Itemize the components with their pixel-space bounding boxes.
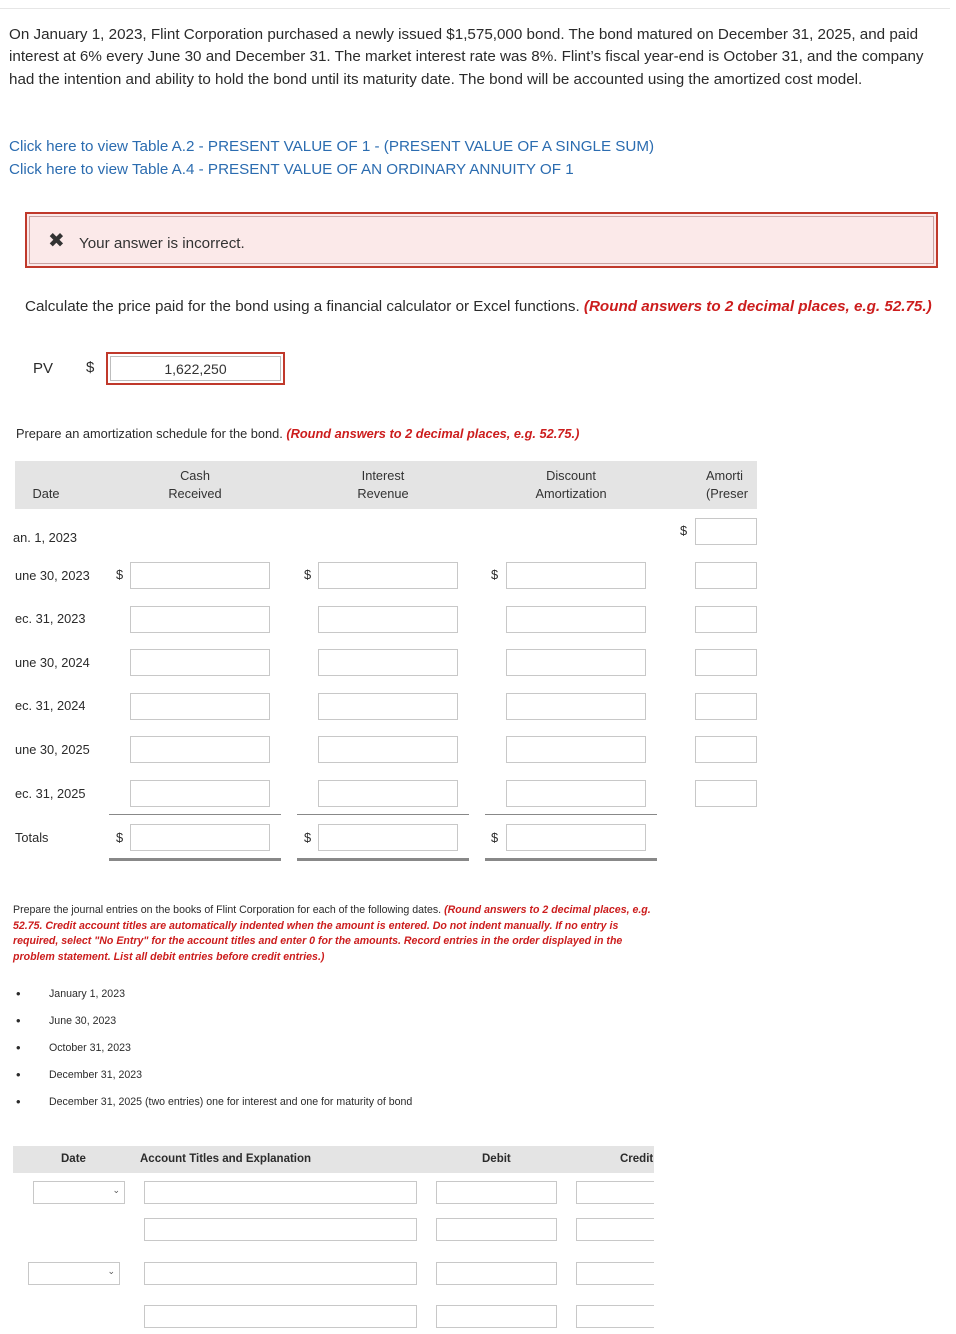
- totals-double-rule: [485, 858, 657, 861]
- credit-input[interactable]: [576, 1262, 654, 1285]
- interest-revenue-jun-2025[interactable]: [318, 736, 458, 763]
- table-a2-link[interactable]: Click here to view Table A.2 - PRESENT VALUE OF 1 - (PRESENT VALUE OF A SINGLE SUM): [9, 138, 655, 155]
- discount-amort-dec-2025[interactable]: [506, 780, 646, 807]
- header-discount-amortization: Discount Amortization: [535, 468, 607, 501]
- journal-header-credit: Credit: [620, 1153, 654, 1165]
- credit-input[interactable]: [576, 1181, 654, 1204]
- account-title-input[interactable]: [144, 1218, 417, 1241]
- discount-amort-jun-2025[interactable]: [506, 736, 646, 763]
- totals-top-rule: [297, 814, 469, 815]
- discount-amort-dec-2023[interactable]: [506, 606, 646, 633]
- row-date-dec-2023: ec. 31, 2023: [15, 611, 86, 626]
- interest-total-currency: $: [304, 830, 312, 845]
- pv-input[interactable]: [110, 356, 281, 381]
- credit-input[interactable]: [576, 1305, 654, 1328]
- row-date-jun-2023: une 30, 2023: [15, 568, 90, 583]
- debit-input[interactable]: [436, 1305, 557, 1328]
- journal-header-debit: Debit: [482, 1153, 511, 1165]
- interest-revenue-total[interactable]: [318, 824, 458, 851]
- cash-received-jun-2023[interactable]: [130, 562, 270, 589]
- header-amortized-cost: Amorti (Preser: [706, 468, 748, 501]
- list-item: • December 31, 2023: [13, 1067, 412, 1094]
- error-x-icon: ✖: [48, 230, 65, 252]
- part1-instruction: Calculate the price paid for the bond using a financial calculator or Excel functions. (Round answers to 2 decimal places, e.g. 52.75.): [25, 298, 932, 315]
- discount-amort-jun-2024[interactable]: [506, 649, 646, 676]
- amort-cost-jun-2024[interactable]: [695, 649, 757, 676]
- part3-instruction: Prepare the journal entries on the books of Flint Corporation for each of the following dates. (Round answers to 2 decimal places, e.g. 52.75. Credit account titles are automatically indented when the amount is entered. Do not indent manually. If no entry is required, select "No Entry" for the account titles and enter 0 for the amounts. Record entries in the order displayed in the problem statement. List all debit entries before credit entries.): [13, 904, 651, 963]
- totals-double-rule: [297, 858, 469, 861]
- journal-header-date: Date: [61, 1153, 86, 1165]
- debit-input[interactable]: [436, 1181, 557, 1204]
- amort-cost-dec-2023[interactable]: [695, 606, 757, 633]
- interest-revenue-dec-2025[interactable]: [318, 780, 458, 807]
- discount-total-currency: $: [491, 830, 499, 845]
- part1-rounding-note: (Round answers to 2 decimal places, e.g. 52.75.): [583, 298, 932, 315]
- row-date-dec-2024: ec. 31, 2024: [15, 698, 86, 713]
- discount-amort-jun-2023[interactable]: [506, 562, 646, 589]
- interest-revenue-jun-2023[interactable]: [318, 562, 458, 589]
- amort-currency: $: [680, 523, 688, 538]
- account-title-input[interactable]: [144, 1305, 417, 1328]
- interest-currency: $: [304, 567, 312, 582]
- discount-currency: $: [491, 567, 499, 582]
- incorrect-answer-banner: [25, 212, 938, 268]
- table-a4-link[interactable]: Click here to view Table A.4 - PRESENT VALUE OF AN ORDINARY ANNUITY OF 1: [9, 161, 574, 178]
- row-date-jun-2024: une 30, 2024: [15, 655, 90, 670]
- cash-received-jun-2025[interactable]: [130, 736, 270, 763]
- amort-cost-jun-2025[interactable]: [695, 736, 757, 763]
- feedback-message: Your answer is incorrect.: [79, 235, 245, 252]
- totals-top-rule: [485, 814, 657, 815]
- amort-cost-jan-2023[interactable]: [695, 518, 757, 545]
- row-date-jun-2025: une 30, 2025: [15, 742, 90, 757]
- cash-currency: $: [116, 567, 124, 582]
- amort-cost-dec-2024[interactable]: [695, 693, 757, 720]
- header-interest-revenue: Interest Revenue: [357, 468, 409, 501]
- cash-received-dec-2025[interactable]: [130, 780, 270, 807]
- interest-revenue-jun-2024[interactable]: [318, 649, 458, 676]
- list-item: • December 31, 2025 (two entries) one for interest and one for maturity of bond: [13, 1094, 412, 1121]
- journal-date-select[interactable]: [33, 1181, 125, 1204]
- debit-input[interactable]: [436, 1262, 557, 1285]
- journal-header-account: Account Titles and Explanation: [140, 1153, 312, 1165]
- row-date-jan-2023: an. 1, 2023: [13, 530, 78, 545]
- interest-revenue-dec-2023[interactable]: [318, 606, 458, 633]
- header-cash-received: Cash Received: [168, 468, 222, 501]
- discount-amort-total[interactable]: [506, 824, 646, 851]
- part2-rounding-note: (Round answers to 2 decimal places, e.g. 52.75.): [286, 426, 580, 441]
- list-item: • June 30, 2023: [13, 1013, 412, 1040]
- chevron-down-icon: ⌄: [107, 1266, 115, 1276]
- interest-revenue-dec-2024[interactable]: [318, 693, 458, 720]
- cash-total-currency: $: [116, 830, 124, 845]
- credit-input[interactable]: [576, 1218, 654, 1241]
- list-item: • October 31, 2023: [13, 1040, 412, 1067]
- cash-received-jun-2024[interactable]: [130, 649, 270, 676]
- journal-date-select[interactable]: [28, 1262, 120, 1285]
- cash-received-total[interactable]: [130, 824, 270, 851]
- journal-date-list: [13, 986, 412, 1121]
- totals-top-rule: [109, 814, 281, 815]
- discount-amort-dec-2024[interactable]: [506, 693, 646, 720]
- totals-double-rule: [109, 858, 281, 861]
- chevron-down-icon: ⌄: [112, 1185, 120, 1195]
- amort-cost-dec-2025[interactable]: [695, 780, 757, 807]
- header-date: Date: [32, 486, 60, 501]
- list-item: • January 1, 2023: [13, 986, 412, 1013]
- problem-statement: On January 1, 2023, Flint Corporation purchased a newly issued $1,575,000 bond. The bond matured on December 31, 2025, and paid interest at 6% every June 30 and December 31. The market interest rate was 8%. Flint’s fiscal year-end is October 31, and the company had the intention and ability to hold the bond until its maturity date. The bond will be accounted using the amortized cost model.: [9, 26, 924, 88]
- account-title-input[interactable]: [144, 1262, 417, 1285]
- part3-note: (Round answers to 2 decimal places, e.g. 52.75. Credit account titles are automatically indented when the amount is entered. Do not indent manually. If no entry is required, select "No Entry" for the account titles and enter 0 for the amounts. Record entries in the order displayed in the problem statement. List all debit entries before credit entries.): [13, 904, 651, 963]
- row-date-dec-2025: ec. 31, 2025: [15, 786, 86, 801]
- row-totals: Totals: [15, 830, 49, 845]
- part2-instruction: Prepare an amortization schedule for the bond. (Round answers to 2 decimal places, e.g. 52.75.): [16, 426, 580, 441]
- pv-answer-box: [106, 352, 285, 385]
- journal-table-header: [13, 1146, 654, 1173]
- pv-label: PV: [33, 360, 54, 377]
- cash-received-dec-2023[interactable]: [130, 606, 270, 633]
- debit-input[interactable]: [436, 1218, 557, 1241]
- account-title-input[interactable]: [144, 1181, 417, 1204]
- cash-received-dec-2024[interactable]: [130, 693, 270, 720]
- top-divider: [0, 8, 950, 9]
- amort-cost-jun-2023[interactable]: [695, 562, 757, 589]
- pv-currency: $: [86, 359, 95, 376]
